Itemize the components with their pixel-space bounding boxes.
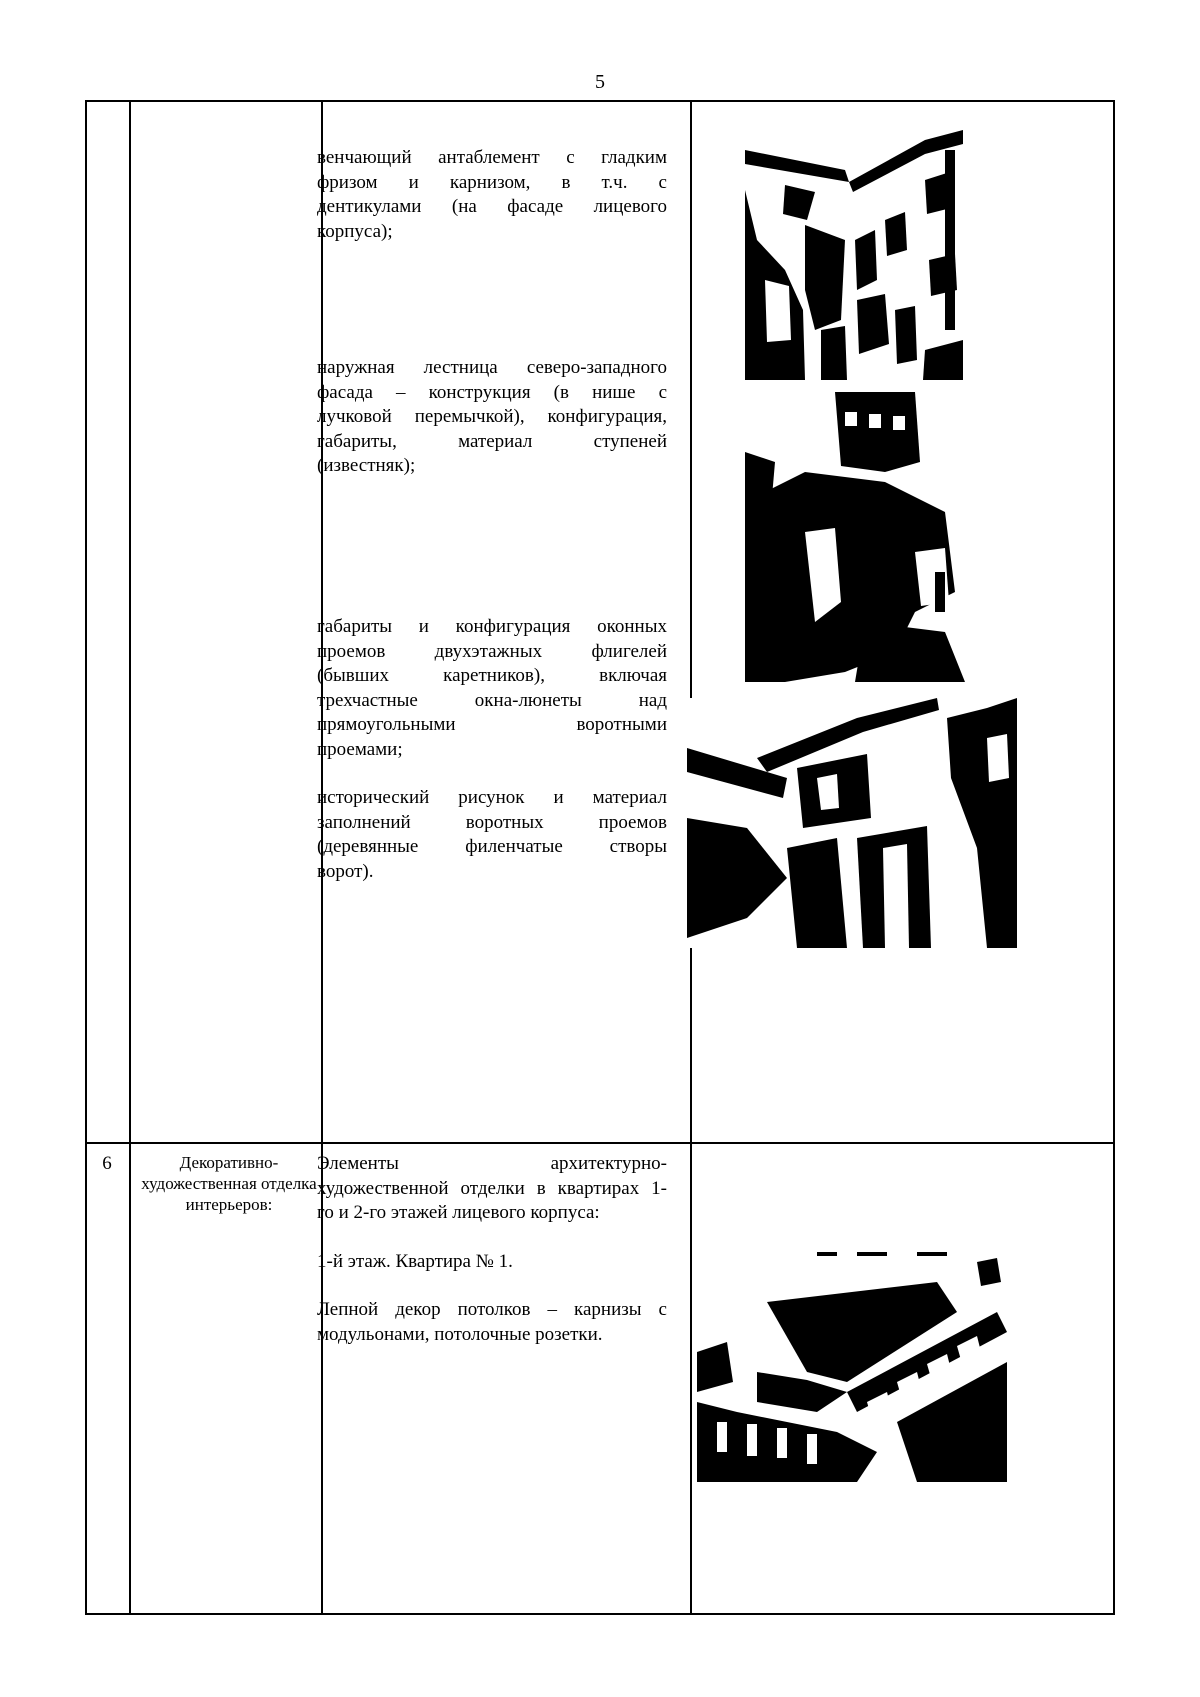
- protection-subject-table: [85, 100, 1115, 1615]
- row-name: Декоративно-художественная отделка интерьеров:: [141, 1153, 317, 1214]
- photo-carriage-house-gates: [687, 698, 1017, 948]
- description-paragraph-interiors: Элементы архитектурно- художественной отделки в квартирах 1- го и 2-го этажей лицевого корпуса: 1-й этаж. Квартира № 1. Лепной декор потолков – карнизы с модульонами, потолочные розетки.: [317, 1153, 667, 1345]
- description-paragraph-staircase: наружная лестница северо-западного фасада – конструкция (в нише с лучковой перемычкой), конфигурация, габариты, материал ступеней (известняк);: [317, 357, 667, 476]
- row-number: 6: [102, 1153, 112, 1174]
- table-border-top: [85, 100, 1115, 102]
- description-paragraph-gates: исторический рисунок и материал заполнений воротных проемов (деревянные филенчатые створы ворот).: [317, 787, 667, 882]
- row-divider: [85, 1142, 1115, 1144]
- table-border-right: [1113, 100, 1115, 1615]
- page-number: 5: [595, 71, 605, 93]
- description-paragraph-cornice: венчающий антаблемент с гладким фризом и карнизом, в т.ч. с дентикулами (на фасаде лицевого корпуса);: [317, 147, 667, 242]
- description-paragraph-windows: габариты и конфигурация оконных проемов двухэтажных флигелей (бывших каретников), включая трехчастные окна-люнеты над прямоугольными воротными проемами;: [317, 616, 667, 760]
- column-divider-number: [129, 100, 131, 1615]
- table-border-bottom: [85, 1613, 1115, 1615]
- photo-ceiling-stucco-decor: [697, 1252, 1007, 1482]
- photo-facade-cornice: [745, 130, 963, 380]
- table-border-left: [85, 100, 87, 1615]
- photo-outdoor-staircase: [745, 392, 965, 682]
